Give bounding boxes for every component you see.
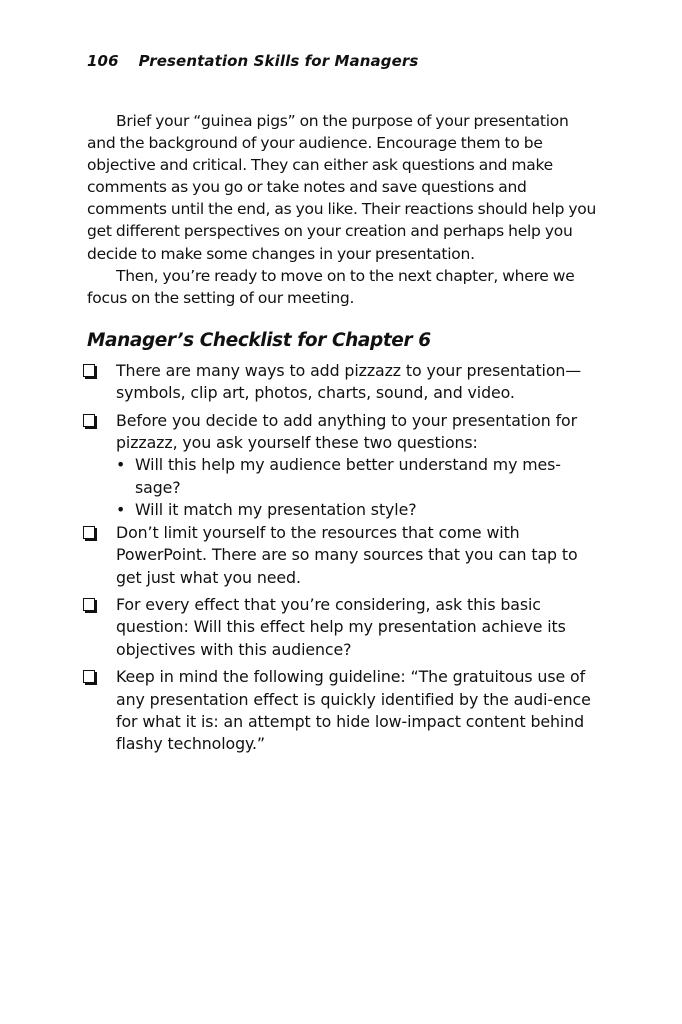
bullet-text: Will it match my presentation style? <box>135 500 417 520</box>
checklist-item-text: Keep in mind the following guideline: “The gratuitous use of any presentation effect is quickly identified by the audi-ence for what it is: an attempt to hide low-impact content behind flashy technology.” <box>116 667 591 754</box>
bullet-text: Will this help my audience better understand my mes-sage? <box>135 455 561 497</box>
checklist-item-text: There are many ways to add pizzazz to your presentation—symbols, clip art, photos, charts, sound, and video. <box>116 360 582 403</box>
checklist-item-text: Before you decide to add anything to your presentation for pizzazz, you ask yourself these two questions: <box>116 410 577 453</box>
checkbox-icon <box>83 364 95 377</box>
checklist-item <box>87 522 597 589</box>
checklist-item-text: Don’t limit yourself to the resources that come with PowerPoint. There are so many sources that you can tap to get just what you need. <box>116 522 578 587</box>
checklist-item <box>87 410 597 522</box>
bullet-item <box>116 499 597 521</box>
paragraph: Brief your “guinea pigs” on the purpose of your presentation and the background of your audience. Encourage them to be objective and critical. They can either ask questions and make comments as you go or take notes and save questions and comments until the end, as you like. Their reactions should help you get different perspectives on your creation and perhaps help you decide to make some changes in your presentation. <box>87 112 597 263</box>
bullet-list <box>116 454 597 521</box>
book-title: Presentation Skills for Managers <box>138 52 419 70</box>
checkbox-icon <box>83 526 95 539</box>
bullet-icon: • <box>116 455 126 475</box>
checklist-item-text: For every effect that you’re considering, ask this basic question: Will this effect help my presentation achieve its objectives with this audience? <box>116 594 566 659</box>
page-number: 106 <box>87 52 119 70</box>
checkbox-icon <box>83 670 95 683</box>
checklist-item <box>87 666 597 756</box>
checkbox-icon <box>83 414 95 427</box>
checklist-item <box>87 360 597 405</box>
bullet-icon: • <box>116 500 126 520</box>
checklist-item <box>87 594 597 661</box>
book-page <box>87 52 597 761</box>
bullet-item <box>116 454 597 499</box>
checklist <box>87 360 597 756</box>
running-header <box>87 52 597 74</box>
body-text <box>87 110 597 309</box>
checkbox-icon <box>83 598 95 611</box>
paragraph: Then, you’re ready to move on to the next chapter, where we focus on the setting of our meeting. <box>87 266 575 307</box>
checklist-heading: Manager’s Checklist for Chapter 6 <box>87 329 431 351</box>
